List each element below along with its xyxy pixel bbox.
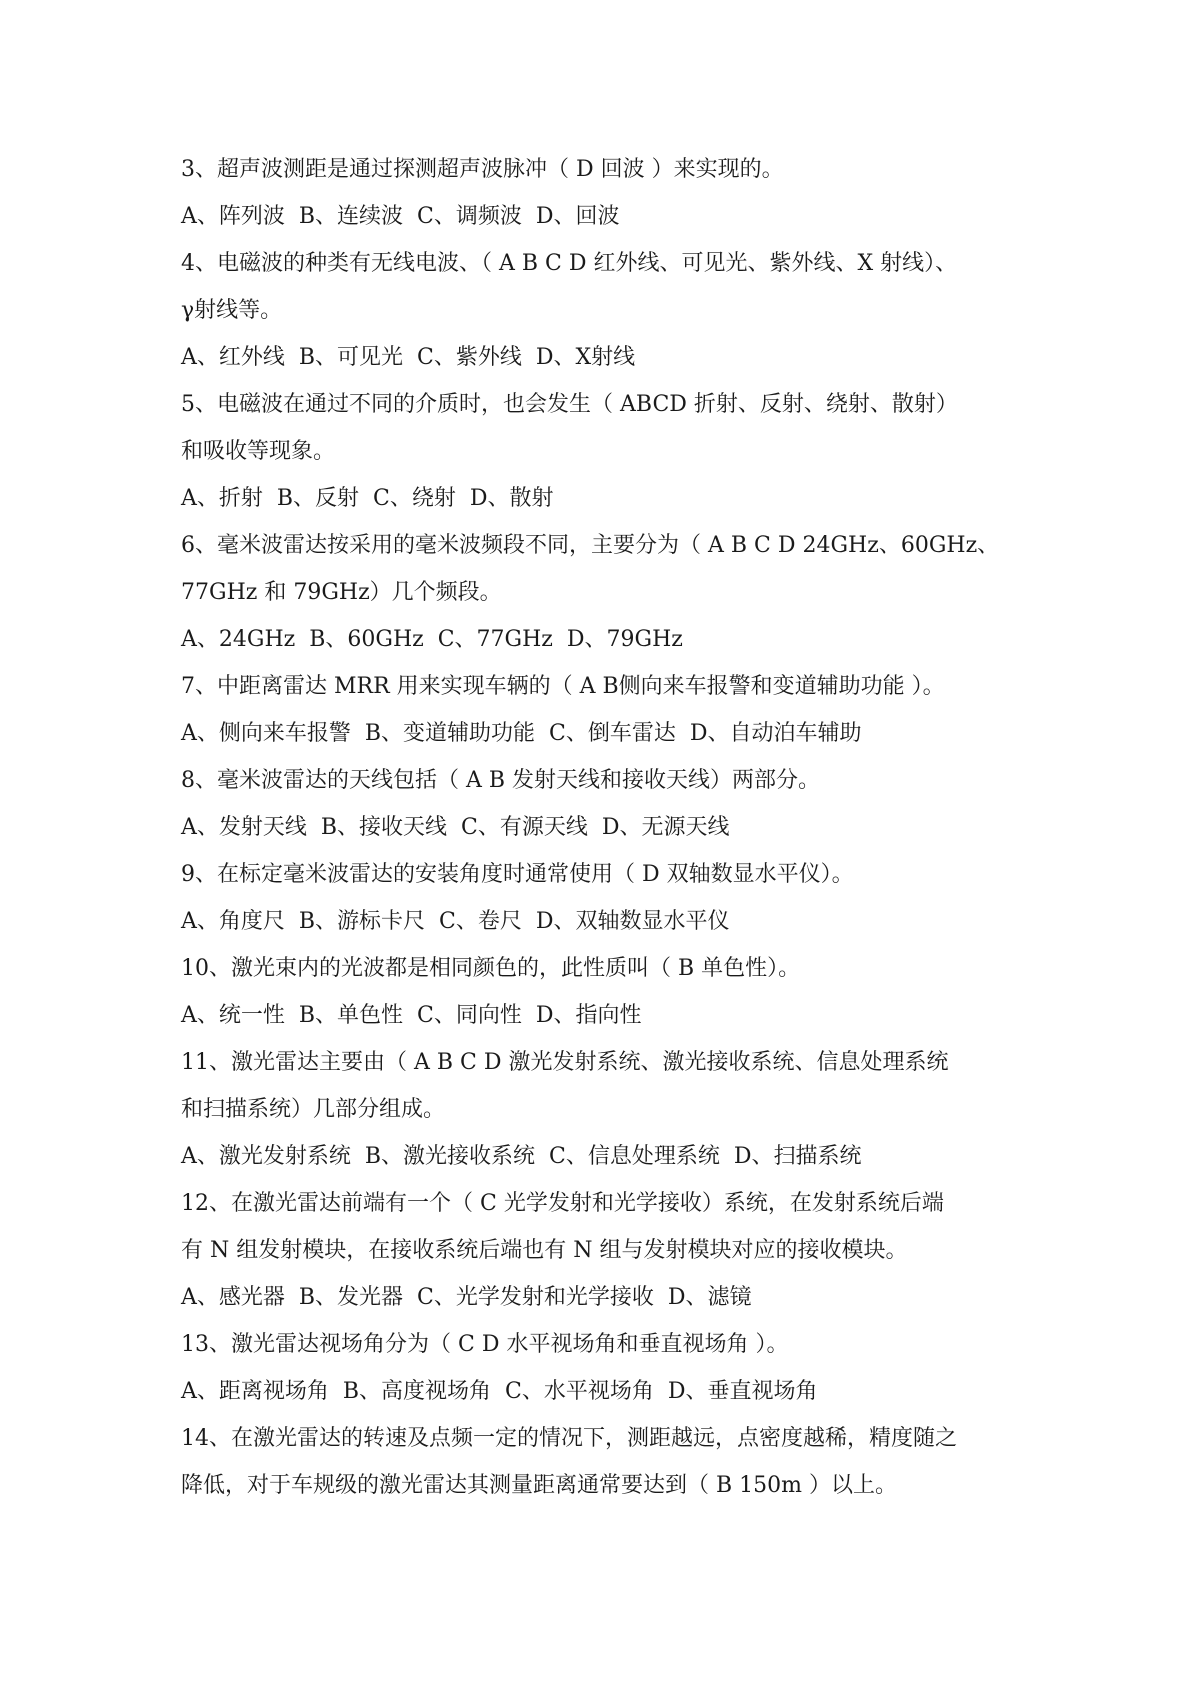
question-10-options: A、统一性 B、单色性 C、同向性 D、指向性 <box>181 1003 642 1028</box>
question-list <box>181 146 1021 1509</box>
question-13-text: 13、激光雷达视场角分为（ C D 水平视场角和垂直视场角 ）。 <box>181 1332 789 1357</box>
question-3-options: A、阵列波 B、连续波 C、调频波 D、回波 <box>181 204 620 229</box>
question-3-text: 3、超声波测距是通过探测超声波脉冲（ D 回波 ）来实现的。 <box>181 157 784 182</box>
question-13-options: A、距离视场角 B、高度视场角 C、水平视场角 D、垂直视场角 <box>181 1379 818 1404</box>
question-8-text: 8、毫米波雷达的天线包括（ A B 发射天线和接收天线）两部分。 <box>181 768 821 793</box>
question-5-text: 5、电磁波在通过不同的介质时，也会发生（ ABCD 折射、反射、绕射、散射） <box>181 392 958 417</box>
question-6-options: A、24GHz B、60GHz C、77GHz D、79GHz <box>181 627 683 652</box>
question-10-text: 10、激光束内的光波都是相同颜色的，此性质叫（ B 单色性）。 <box>181 956 801 981</box>
question-4-text: 4、电磁波的种类有无线电波、（ A B C D 红外线、可见光、紫外线、X 射线）、 <box>181 251 958 276</box>
question-12-text-cont: 有 N 组发射模块，在接收系统后端也有 N 组与发射模块对应的接收模块。 <box>181 1238 908 1263</box>
question-4-text-cont: γ射线等。 <box>181 298 283 323</box>
question-5-text-cont: 和吸收等现象。 <box>181 439 336 464</box>
question-12-options: A、感光器 B、发光器 C、光学发射和光学接收 D、滤镜 <box>181 1285 752 1310</box>
question-14-text-cont: 降低，对于车规级的激光雷达其测量距离通常要达到（ B 150m ）以上。 <box>181 1473 898 1498</box>
question-9-text: 9、在标定毫米波雷达的安装角度时通常使用（ D 双轴数显水平仪）。 <box>181 862 854 887</box>
question-12-text: 12、在激光雷达前端有一个（ C 光学发射和光学接收）系统，在发射系统后端 <box>181 1191 944 1216</box>
question-11-text-cont: 和扫描系统）几部分组成。 <box>181 1097 446 1122</box>
question-7-options: A、侧向来车报警 B、变道辅助功能 C、倒车雷达 D、自动泊车辅助 <box>181 721 862 746</box>
question-6-text-cont: 77GHz 和 79GHz）几个频段。 <box>181 580 502 605</box>
question-7-text: 7、中距离雷达 MRR 用来实现车辆的（ A B侧向来车报警和变道辅助功能 ）。 <box>181 674 945 699</box>
question-11-text: 11、激光雷达主要由（ A B C D 激光发射系统、激光接收系统、信息处理系统 <box>181 1050 949 1075</box>
question-14-text: 14、在激光雷达的转速及点频一定的情况下，测距越远，点密度越稀，精度随之 <box>181 1426 957 1451</box>
question-9-options: A、角度尺 B、游标卡尺 C、卷尺 D、双轴数显水平仪 <box>181 909 730 934</box>
question-8-options: A、发射天线 B、接收天线 C、有源天线 D、无源天线 <box>181 815 730 840</box>
question-11-options: A、激光发射系统 B、激光接收系统 C、信息处理系统 D、扫描系统 <box>181 1144 862 1169</box>
question-4-options: A、红外线 B、可见光 C、紫外线 D、X射线 <box>181 345 636 370</box>
question-5-options: A、折射 B、反射 C、绕射 D、散射 <box>181 486 554 511</box>
question-6-text: 6、毫米波雷达按采用的毫米波频段不同，主要分为（ A B C D 24GHz、60GHz、 <box>181 533 1000 558</box>
